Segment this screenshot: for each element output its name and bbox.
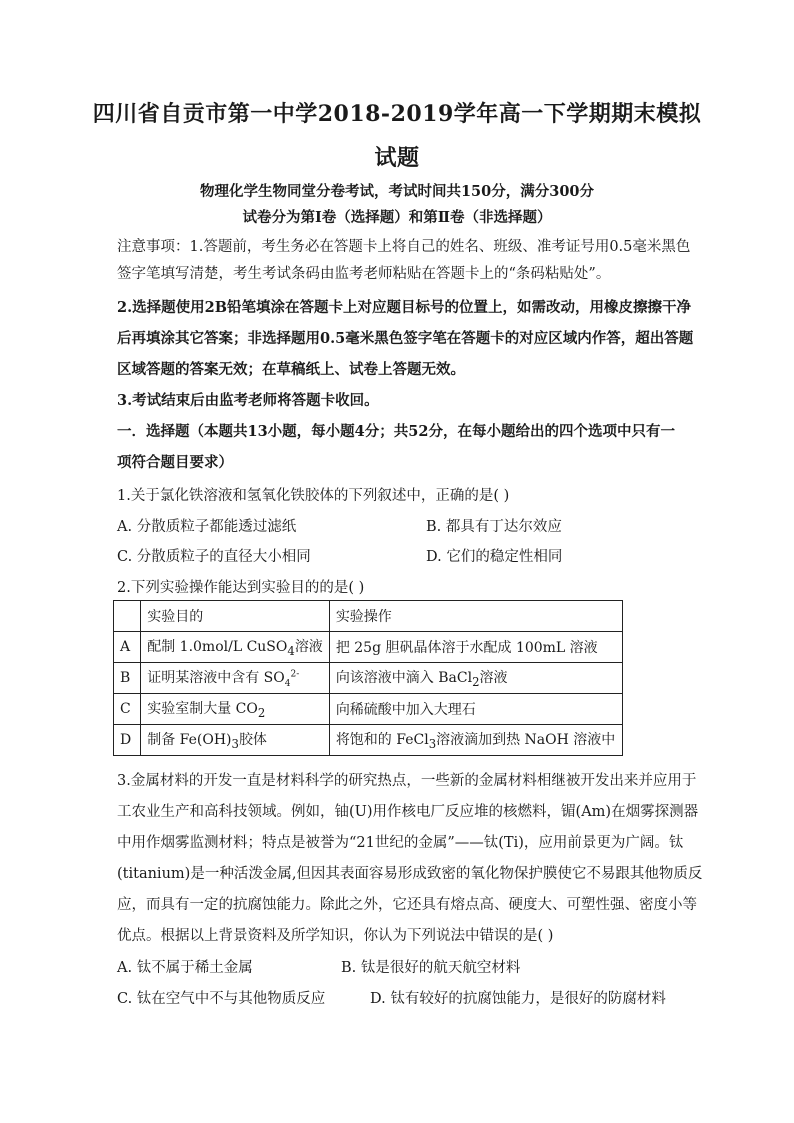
question-1-option-c: C. 分散质粒子的直径大小相同 — [117, 549, 311, 565]
table-row — [114, 694, 623, 725]
question-2-stem: 2.下列实验操作能达到实验目的的是( ) — [117, 580, 365, 596]
section-heading-line-1: 一．选择题（本题共13小题，每小题4分；共52分，在每小题给出的四个选项中只有一 — [117, 423, 675, 440]
row-operation: 把 25g 胆矾晶体溶于水配成 100mL 溶液 — [329, 632, 622, 663]
table-header-purpose: 实验目的 — [141, 601, 330, 632]
question-3-option-d: D. 钛有较好的抗腐蚀能力，是很好的防腐材料 — [370, 991, 666, 1007]
notice-item-2-line-2: 后再填涂其它答案；非选择题用0.5毫米黑色签字笔在答题卡的对应区域内作答，超出答题 — [117, 330, 694, 347]
question-1-stem: 1.关于氯化铁溶液和氢氧化铁胶体的下列叙述中，正确的是( ) — [117, 488, 510, 504]
table-header-blank — [114, 601, 141, 632]
question-3-line-4: (titanium)是一种活泼金属,但因其表面容易形成致密的氧化物保护膜使它不易跟其他物质反 — [117, 866, 703, 882]
experiment-table — [113, 600, 623, 756]
paper-structure: 试卷分为第Ⅰ卷（选择题）和第Ⅱ卷（非选择题） — [242, 209, 552, 226]
notice-line-2: 签字笔填写清楚，考生考试条码由监考老师粘贴在答题卡上的“条码粘贴处”。 — [117, 266, 611, 282]
row-option-label: B — [114, 663, 141, 694]
question-3-option-c: C. 钛在空气中不与其他物质反应 — [117, 991, 326, 1007]
notice-line-1: 注意事项：1.答题前，考生务必在答题卡上将自己的姓名、班级、准考证号用0.5毫米黑色 — [117, 239, 691, 255]
question-3-line-6: 优点。根据以上背景资料及所学知识，你认为下列说法中错误的是( ) — [117, 928, 554, 944]
row-purpose: 制备 $Fe(OH)_3$胶体 — [141, 725, 330, 756]
page-title-continued: 试题 — [374, 145, 420, 171]
notice-item-3: 3.考试结束后由监考老师将答题卡收回。 — [117, 392, 379, 409]
question-1-option-d: D. 它们的稳定性相同 — [426, 549, 563, 565]
table-header-operation: 实验操作 — [329, 601, 622, 632]
row-purpose: 证明某溶液中含有 $SO_4^{2-}$ — [141, 663, 330, 694]
table-header-row — [114, 601, 623, 632]
question-3-line-1: 3.金属材料的开发一直是材料科学的研究热点，一些新的金属材料相继被开发出来并应用于 — [117, 773, 697, 789]
question-1-option-b: B. 都具有丁达尔效应 — [426, 519, 562, 535]
row-option-label: A — [114, 632, 141, 663]
row-purpose: 配制 1.0mol/L CuSO$_4$溶液 — [141, 632, 330, 663]
section-heading-line-2: 项符合题目要求） — [117, 454, 233, 471]
question-3-option-a: A. 钛不属于稀土金属 — [117, 960, 253, 976]
row-operation: 向该溶液中滴入 BaCl$_2$溶液 — [329, 663, 622, 694]
row-operation: 向稀硫酸中加入大理石 — [329, 694, 622, 725]
exam-info: 物理化学生物同堂分卷考试，考试时间共150分，满分300分 — [199, 183, 595, 200]
question-1-option-a: A. 分散质粒子都能透过滤纸 — [117, 519, 297, 535]
question-3-line-2: 工农业生产和高科技领域。例如，铀(U)用作核电厂反应堆的核燃料，镅(Am)在烟雾探测器 — [117, 804, 699, 820]
row-purpose: 实验室制大量 $CO_2$ — [141, 694, 330, 725]
notice-item-2-line-1: 2.选择题使用2B铅笔填涂在答题卡上对应题目标号的位置上，如需改动，用橡皮擦擦干净 — [117, 299, 691, 316]
table-row — [114, 632, 623, 663]
row-option-label: D — [114, 725, 141, 756]
table-row — [114, 725, 623, 756]
row-operation: 将饱和的 FeCl$_3$溶液滴加到热 NaOH 溶液中 — [329, 725, 622, 756]
question-3-line-3: 中用作烟雾监测材料；特点是被誉为“21世纪的金属”——钛(Ti)，应用前景更为广阔。钛 — [117, 835, 684, 851]
question-3-line-5: 应，而具有一定的抗腐蚀能力。除此之外，它还具有熔点高、硬度大、可塑性强、密度小等 — [117, 897, 697, 913]
page-title: 四川省自贡市第一中学2018-2019学年高一下学期期末模拟 — [92, 101, 702, 127]
row-option-label: C — [114, 694, 141, 725]
table-row — [114, 663, 623, 694]
notice-item-2-line-3: 区域答题的答案无效；在草稿纸上、试卷上答题无效。 — [117, 361, 465, 378]
question-3-option-b: B. 钛是很好的航天航空材料 — [341, 960, 521, 976]
